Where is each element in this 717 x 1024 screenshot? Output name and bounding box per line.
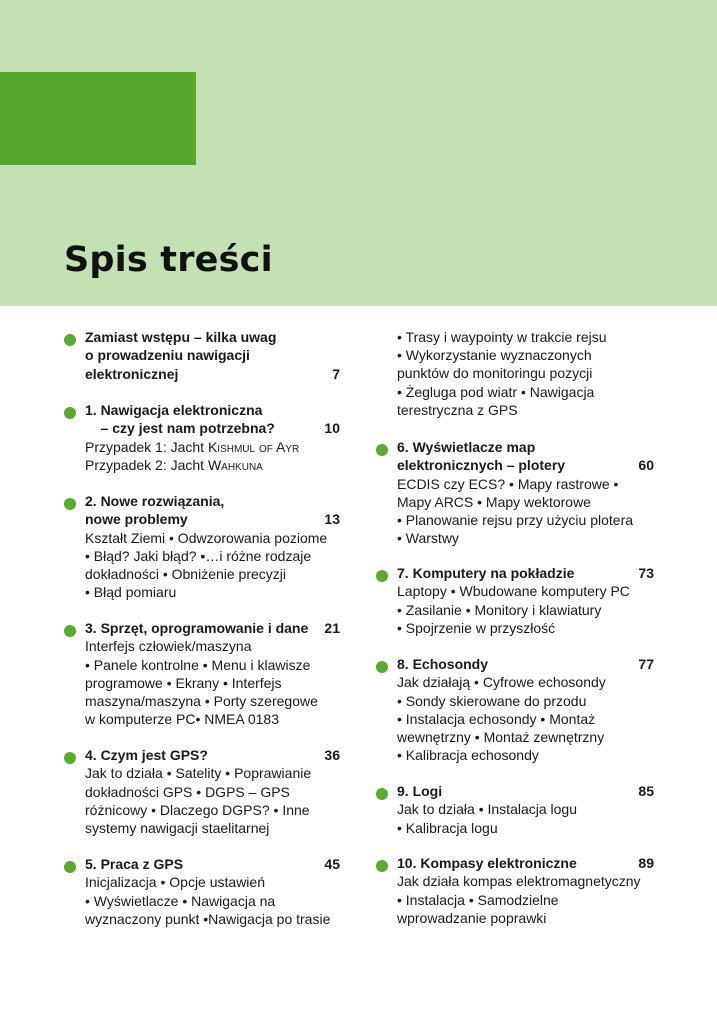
toc-entry-title-line: 5. Praca z GPS bbox=[85, 856, 184, 872]
accent-block bbox=[0, 72, 196, 165]
toc-subtopic-line: • Instalacja • Samodzielne bbox=[397, 891, 559, 908]
toc-subtopic-line: • Planowanie rejsu przy użyciu plotera bbox=[397, 512, 634, 529]
toc-subtopic-line: terestryczna z GPS bbox=[397, 401, 518, 418]
toc-entry-title-line: – czy jest nam potrzebna? bbox=[85, 420, 275, 437]
toc-subtopic-line: różnicowy • Dlaczego DGPS? • Inne bbox=[85, 801, 310, 818]
toc-subtopic-line: systemy nawigacji staelitarnej bbox=[85, 820, 270, 837]
toc-entry-subtopics bbox=[397, 800, 654, 836]
toc-entry-heading bbox=[397, 438, 654, 475]
toc-entry-heading bbox=[85, 328, 340, 383]
toc-subtopic-line: dokładności GPS • DGPS – GPS bbox=[85, 783, 290, 800]
toc-entry-title-line: nowe problemy bbox=[85, 511, 188, 528]
green-bullet-icon bbox=[376, 860, 388, 872]
toc-entry-title-line: 10. Kompasy elektroniczne bbox=[397, 855, 577, 871]
toc-subtopic-line: Laptopy • Wbudowane komputery PC bbox=[397, 583, 630, 600]
toc-entry-title-line: o prowadzeniu nawigacji bbox=[85, 347, 250, 364]
green-bullet-icon bbox=[376, 444, 388, 456]
toc-entry-title-line: 3. Sprzęt, oprogramowanie i dane bbox=[85, 620, 309, 636]
toc-subtopic-line: • Instalacja echosondy • Montaż bbox=[397, 710, 596, 727]
toc-entry[interactable] bbox=[376, 564, 654, 637]
toc-entry-title-line: 7. Komputery na pokładzie bbox=[397, 565, 575, 581]
toc-entry-title-line: elektronicznej bbox=[85, 365, 179, 382]
green-bullet-icon bbox=[376, 788, 388, 800]
toc-subtopic-line: • Trasy i waypointy w trakcie rejsu bbox=[397, 329, 607, 345]
toc-entry-heading bbox=[397, 655, 654, 673]
toc-subtopic-line: Inicjalizacja • Opcje ustawień bbox=[85, 874, 265, 891]
toc-subtopic-line: • Kalibracja logu bbox=[397, 819, 498, 836]
toc-entry[interactable] bbox=[376, 655, 654, 764]
toc-entry[interactable] bbox=[64, 401, 340, 474]
toc-entry-subtopics bbox=[85, 529, 340, 602]
toc-continuation bbox=[397, 328, 607, 419]
toc-subtopic-line: Przypadek 1: Jacht Kishmul of Ayr bbox=[85, 438, 300, 455]
toc-subtopic-line: • Błąd pomiaru bbox=[85, 584, 177, 601]
toc-entry-title-line: 4. Czym jest GPS? bbox=[85, 747, 208, 763]
toc-subtopic-line: Interfejs człowiek/maszyna bbox=[85, 638, 252, 655]
green-bullet-icon bbox=[376, 661, 388, 673]
toc-page-number[interactable]: 77 bbox=[638, 656, 654, 672]
toc-entry-subtopics bbox=[397, 872, 654, 927]
toc-entry-subtopics bbox=[85, 764, 340, 837]
toc-entry[interactable] bbox=[376, 854, 654, 927]
toc-subtopic-line: • Sondy skierowane do przodu bbox=[397, 692, 587, 709]
toc-entry-title-line: elektronicznych – plotery bbox=[397, 457, 566, 474]
toc-entry-title-line: 6. Wyświetlacze map bbox=[397, 439, 536, 455]
toc-subtopic-line: maszyna/maszyna • Porty szeregowe bbox=[85, 693, 318, 710]
toc-subtopic-line: punktów do monitoringu pozycji bbox=[397, 365, 593, 382]
toc-page-number[interactable]: 45 bbox=[324, 856, 340, 872]
toc-page-number[interactable]: 73 bbox=[638, 565, 654, 581]
toc-entry[interactable] bbox=[64, 619, 340, 728]
page-title: Spis treści bbox=[64, 240, 273, 280]
toc-page-number[interactable]: 21 bbox=[324, 620, 340, 636]
toc-entry[interactable] bbox=[376, 438, 654, 548]
green-bullet-icon bbox=[64, 498, 76, 510]
toc-page-number[interactable]: 10 bbox=[324, 420, 340, 437]
toc-entry-title-line: 2. Nowe rozwiązania, bbox=[85, 493, 225, 509]
toc-entry-heading bbox=[85, 746, 340, 764]
toc-entry-subtopics bbox=[397, 475, 654, 548]
toc-subtopic-line: Mapy ARCS • Mapy wektorowe bbox=[397, 494, 591, 511]
toc-page-number[interactable]: 36 bbox=[324, 747, 340, 763]
toc-subtopic-line: • Błąd? Jaki błąd? •…i różne rodzaje bbox=[85, 548, 312, 565]
toc-subtopic-line: wprowadzanie poprawki bbox=[397, 909, 547, 926]
green-bullet-icon bbox=[64, 861, 76, 873]
green-bullet-icon bbox=[64, 625, 76, 637]
toc-entry-title-line: 1. Nawigacja elektroniczna bbox=[85, 402, 263, 418]
toc-subtopic-line: • Spojrzenie w przyszłość bbox=[397, 619, 556, 636]
green-bullet-icon bbox=[64, 334, 76, 346]
toc-subtopic-line: programowe • Ekrany • Interfejs bbox=[85, 674, 282, 691]
toc-subtopic-line: Przypadek 2: Jacht Wahkuna bbox=[85, 457, 263, 474]
toc-entry-subtopics bbox=[397, 582, 654, 637]
toc-entry-heading bbox=[85, 492, 340, 529]
toc-subtopic-line: w komputerze PC• NMEA 0183 bbox=[85, 711, 279, 728]
toc-entry-heading bbox=[85, 619, 340, 637]
toc-entry-title-line: Zamiast wstępu – kilka uwag bbox=[85, 329, 277, 345]
toc-subtopic-line: wewnętrzny • Montaż zewnętrzny bbox=[397, 729, 605, 746]
toc-subtopic-line: • Żegluga pod wiatr • Nawigacja bbox=[397, 383, 595, 400]
toc-entry-heading bbox=[85, 855, 340, 873]
toc-subtopic-line: Jak działają • Cyfrowe echosondy bbox=[397, 674, 606, 691]
toc-entry-heading bbox=[397, 564, 654, 582]
toc-page-number[interactable]: 13 bbox=[324, 511, 340, 528]
toc-subtopic-line: dokładności • Obniżenie precyzji bbox=[85, 566, 287, 583]
toc-subtopic-line: • Wykorzystanie wyznaczonych bbox=[397, 347, 592, 364]
toc-subtopic-line: • Kalibracja echosondy bbox=[397, 747, 539, 764]
toc-entry-subtopics bbox=[397, 673, 654, 764]
toc-entry[interactable] bbox=[64, 492, 340, 602]
toc-entry-subtopics bbox=[85, 637, 340, 728]
toc-subtopic-line: Kształt Ziemi • Odwzorowania poziome bbox=[85, 529, 328, 546]
toc-subtopic-line: • Zasilanie • Monitory i klawiatury bbox=[397, 601, 602, 618]
toc-entry-heading bbox=[397, 854, 654, 872]
toc-entry-subtopics bbox=[85, 438, 340, 474]
toc-entry-subtopics bbox=[85, 873, 340, 928]
toc-page-number[interactable]: 60 bbox=[638, 457, 654, 474]
toc-entry[interactable] bbox=[64, 855, 340, 928]
green-bullet-icon bbox=[376, 570, 388, 582]
toc-entry-heading bbox=[397, 782, 654, 800]
toc-subtopic-line: Jak to działa • Satelity • Poprawianie bbox=[85, 765, 312, 782]
toc-entry-title-line: 8. Echosondy bbox=[397, 656, 489, 672]
toc-entry[interactable] bbox=[64, 328, 340, 383]
toc-subtopic-line: • Warstwy bbox=[397, 530, 459, 547]
toc-subtopic-line: • Wyświetlacze • Nawigacja na bbox=[85, 892, 276, 909]
toc-entry[interactable] bbox=[376, 782, 654, 837]
toc-page-number[interactable]: 85 bbox=[638, 783, 654, 799]
toc-entry[interactable] bbox=[64, 746, 340, 837]
toc-subtopic-line: Jak to działa • Instalacja logu bbox=[397, 801, 578, 818]
toc-subtopic-line: Jak działa kompas elektromagnetyczny bbox=[397, 873, 641, 890]
toc-entry-heading bbox=[85, 401, 340, 438]
toc-page-number[interactable]: 7 bbox=[332, 365, 340, 382]
toc-subtopic-line: ECDIS czy ECS? • Mapy rastrowe • bbox=[397, 475, 619, 492]
toc-page-number[interactable]: 89 bbox=[638, 855, 654, 871]
toc-subtopic-line: wyznaczony punkt •Nawigacja po trasie bbox=[85, 910, 331, 927]
green-bullet-icon bbox=[64, 407, 76, 419]
toc-entry-title-line: 9. Logi bbox=[397, 783, 443, 799]
toc-subtopic-line: • Panele kontrolne • Menu i klawisze bbox=[85, 656, 311, 673]
green-bullet-icon bbox=[64, 752, 76, 764]
